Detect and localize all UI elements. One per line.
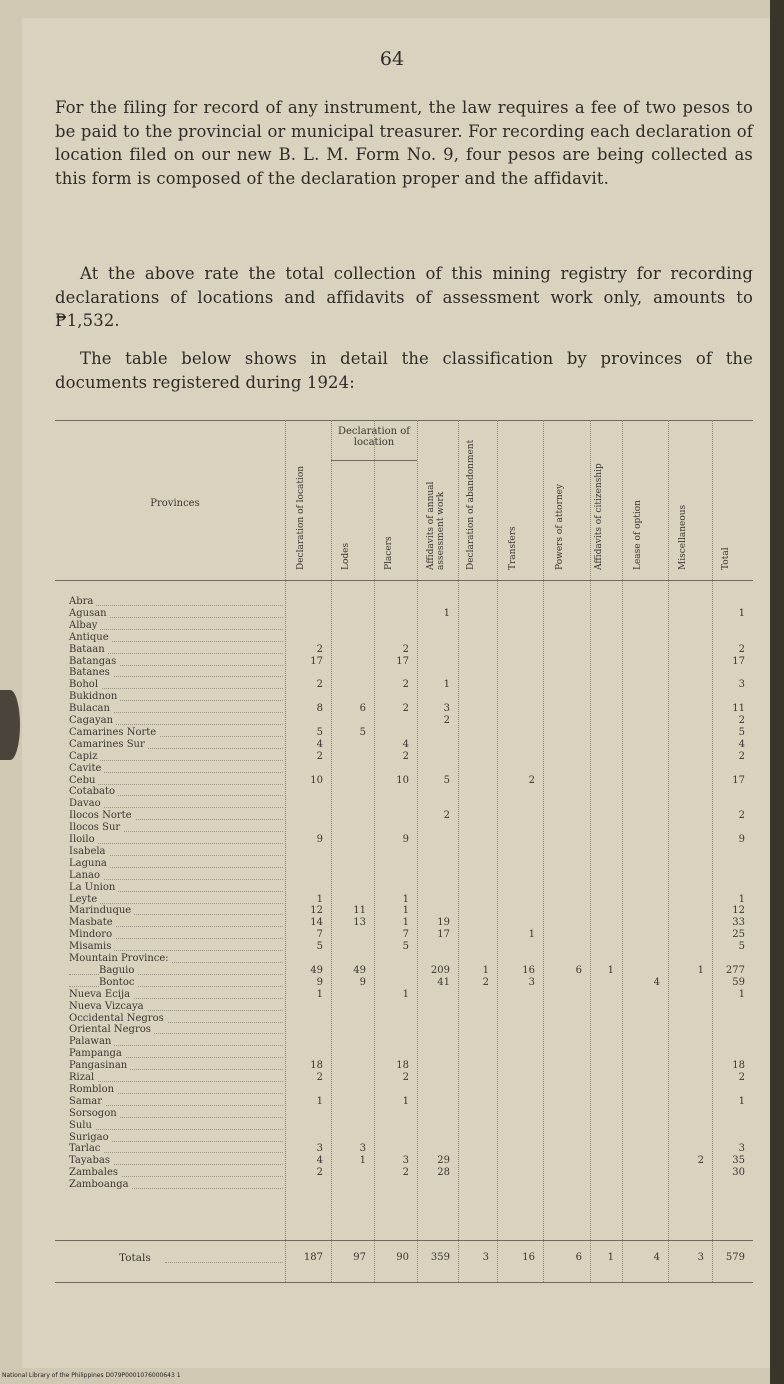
row-leader xyxy=(69,629,283,630)
table-cell: 5 xyxy=(443,774,450,786)
province-name: Bontoc xyxy=(99,977,137,988)
table-cell: 17 xyxy=(732,655,745,667)
row-leader xyxy=(69,843,283,844)
column-header: Miscellaneous xyxy=(678,504,688,570)
table-cell: 2 xyxy=(316,1072,323,1083)
province-name: Palawan xyxy=(69,1036,114,1047)
table-cell: 4 xyxy=(653,976,660,988)
row-leader xyxy=(69,1081,283,1082)
table-cell: 2 xyxy=(402,1072,409,1083)
row-leader xyxy=(69,605,283,606)
table-cell: 2 xyxy=(738,643,745,655)
column-divider xyxy=(622,420,623,1282)
page-number: 64 xyxy=(379,48,405,70)
table-cell: 25 xyxy=(732,929,745,941)
table-cell: 1 xyxy=(443,679,450,691)
table-cell: 9 xyxy=(316,834,323,845)
table-cell: 33 xyxy=(732,917,745,929)
group-header: Declaration of location xyxy=(337,426,411,448)
table-cell: 5 xyxy=(316,941,323,953)
column-header: Lodes xyxy=(340,542,351,570)
province-name: Cagayan xyxy=(69,715,116,726)
province-name: Ilocos Sur xyxy=(69,822,123,833)
table-cell: 18 xyxy=(732,1060,745,1072)
table-cell: 1 xyxy=(316,988,323,1000)
table-cell: 3 xyxy=(402,1155,409,1167)
province-name: Nueva Ecija xyxy=(69,989,133,1000)
province-name: Tayabas xyxy=(69,1155,113,1166)
province-name: Capiz xyxy=(69,751,100,762)
table-cell: 4 xyxy=(316,1155,323,1167)
table-cell: 2 xyxy=(402,679,409,691)
province-name: Masbate xyxy=(69,917,116,928)
table-cell: 3 xyxy=(738,1143,745,1155)
table-cell: 2 xyxy=(443,810,450,822)
province-name: Sorsogon xyxy=(69,1108,120,1119)
table-cell: 2 xyxy=(316,643,323,655)
province-name: Bohol xyxy=(69,679,101,690)
province-name: Albay xyxy=(69,620,100,631)
province-name: Camarines Norte xyxy=(69,727,159,738)
table-cell: 4 xyxy=(316,738,323,750)
province-name: Marinduque xyxy=(69,905,134,916)
column-divider xyxy=(497,420,498,1282)
table-cell: 17 xyxy=(396,655,409,667)
totals-cell: 359 xyxy=(430,1252,450,1263)
province-name: La Union xyxy=(69,882,118,893)
table-cell: 1 xyxy=(738,1095,745,1107)
table-cell: 3 xyxy=(738,679,745,691)
table-cell: 209 xyxy=(430,964,450,976)
table-cell: 1 xyxy=(359,1155,366,1167)
column-header: Affidavits of annual assessment work xyxy=(425,481,446,570)
table-cell: 1 xyxy=(738,988,745,1000)
province-name: Cavite xyxy=(69,763,104,774)
column-header: Placers xyxy=(383,536,394,570)
province-name: Rizal xyxy=(69,1072,97,1083)
table-cell: 11 xyxy=(353,905,366,917)
table-cell: 2 xyxy=(316,679,323,691)
table-cell: 19 xyxy=(437,917,450,929)
column-divider xyxy=(668,420,669,1282)
province-name: Abra xyxy=(69,596,96,607)
paragraph-3: The table below shows in detail the classification by provinces of the documents registered during 1924: xyxy=(55,349,753,392)
table-cell: 49 xyxy=(353,964,366,976)
table-cell: 1 xyxy=(402,1095,409,1107)
table-cell: 2 xyxy=(402,703,409,715)
totals-cell: 6 xyxy=(575,1252,582,1263)
row-leader xyxy=(69,1129,283,1130)
table-cell: 8 xyxy=(316,703,323,715)
row-leader xyxy=(69,903,283,904)
province-name: Baguio xyxy=(99,965,137,976)
province-name: Mindoro xyxy=(69,929,115,940)
table-cell: 35 xyxy=(732,1155,745,1167)
table-cell: 6 xyxy=(575,964,582,976)
column-header: Lease of option xyxy=(633,500,643,570)
table-cell: 1 xyxy=(316,893,323,905)
header-rule xyxy=(55,580,753,581)
table-cell: 29 xyxy=(437,1155,450,1167)
column-divider xyxy=(417,420,418,1282)
province-name: Nueva Vizcaya xyxy=(69,1001,147,1012)
table-cell: 2 xyxy=(443,715,450,726)
column-header: Total xyxy=(720,547,731,570)
table-cell: 12 xyxy=(732,905,745,917)
table-cell: 41 xyxy=(437,976,450,988)
table-cell: 1 xyxy=(402,893,409,905)
table-cell: 17 xyxy=(310,655,323,667)
table-cell: 28 xyxy=(437,1167,450,1179)
registry-table xyxy=(55,420,753,1295)
province-name: Ilocos Norte xyxy=(69,810,135,821)
row-leader xyxy=(69,760,283,761)
province-name: Surigao xyxy=(69,1132,112,1143)
totals-leader xyxy=(165,1262,283,1263)
table-cell: 2 xyxy=(402,750,409,762)
table-cell: 9 xyxy=(359,976,366,988)
table-cell: 1 xyxy=(697,964,704,976)
table-cell: 13 xyxy=(353,917,366,929)
totals-cell: 90 xyxy=(396,1252,409,1263)
column-divider xyxy=(374,420,375,1282)
table-cell: 1 xyxy=(443,607,450,619)
table-cell: 11 xyxy=(732,703,745,715)
table-cell: 2 xyxy=(738,1072,745,1083)
column-divider xyxy=(543,420,544,1282)
table-cell: 14 xyxy=(310,917,323,929)
province-name: Zambales xyxy=(69,1167,121,1178)
table-cell: 10 xyxy=(310,774,323,786)
table-cell: 2 xyxy=(402,643,409,655)
column-header: Affidavits of citizenship xyxy=(594,463,604,570)
totals-cell: 1 xyxy=(607,1252,614,1263)
province-name: Leyte xyxy=(69,894,100,905)
table-cell: 59 xyxy=(732,976,745,988)
table-cell: 17 xyxy=(437,929,450,941)
table-cell: 4 xyxy=(402,738,409,750)
table-cell: 1 xyxy=(482,964,489,976)
column-header: Declaration of abandonment xyxy=(465,439,476,570)
table-cell: 3 xyxy=(443,703,450,715)
table-cell: 1 xyxy=(402,905,409,917)
table-cell: 1 xyxy=(738,893,745,905)
table-cell: 5 xyxy=(738,941,745,953)
table-cell: 2 xyxy=(528,774,535,786)
table-cell: 1 xyxy=(607,964,614,976)
table-cell: 30 xyxy=(732,1167,745,1179)
binding-gutter xyxy=(770,0,784,1384)
province-name: Isabela xyxy=(69,846,109,857)
province-name: Samar xyxy=(69,1096,105,1107)
table-cell: 2 xyxy=(697,1155,704,1167)
province-name: Batangas xyxy=(69,656,119,667)
table-cell: 1 xyxy=(738,607,745,619)
column-header: Transfers xyxy=(508,526,518,570)
totals-cell: 3 xyxy=(482,1252,489,1263)
table-cell: 12 xyxy=(310,905,323,917)
table-cell: 1 xyxy=(316,1095,323,1107)
table-cell: 2 xyxy=(402,1167,409,1179)
province-name: Cebu xyxy=(69,775,98,786)
province-name: Pampanga xyxy=(69,1048,125,1059)
table-cell: 5 xyxy=(359,726,366,738)
table-cell: 49 xyxy=(310,964,323,976)
table-cell: 5 xyxy=(316,726,323,738)
table-cell: 1 xyxy=(402,917,409,929)
column-header: Powers of attorney xyxy=(554,483,565,570)
province-name: Bukidnon xyxy=(69,691,120,702)
stub-header: Provinces xyxy=(150,498,200,509)
table-cell: 7 xyxy=(316,929,323,941)
table-cell: 9 xyxy=(316,976,323,988)
table-cell: 4 xyxy=(738,738,745,750)
row-leader xyxy=(69,784,283,785)
province-name: Cotabato xyxy=(69,786,118,797)
table-cell: 10 xyxy=(396,774,409,786)
table-cell: 5 xyxy=(402,941,409,953)
table-cell: 1 xyxy=(528,929,535,941)
table-cell: 3 xyxy=(528,976,535,988)
bottom-rule xyxy=(55,1282,753,1283)
province-name: Batanes xyxy=(69,667,113,678)
table-cell: 2 xyxy=(738,810,745,822)
province-name: Iloilo xyxy=(69,834,98,845)
province-name: Occidental Negros xyxy=(69,1013,167,1024)
table-cell: 2 xyxy=(738,750,745,762)
paragraph-1: For the filing for record of any instrument, the law requires a fee of two pesos to be paid to the provincial or municipal treasurer. For recording each declaration of location filed on our new B. L. M. Form No. 9, four pesos are being collected as this form is composed of the declaration proper and the affidavit. xyxy=(55,98,753,188)
province-name: Oriental Negros xyxy=(69,1024,154,1035)
table-cell: 6 xyxy=(359,703,366,715)
table-cell: 277 xyxy=(725,964,745,976)
table-cell: 1 xyxy=(402,988,409,1000)
table-cell: 18 xyxy=(396,1060,409,1072)
column-header: Declaration of location xyxy=(296,465,306,570)
totals-cell: 16 xyxy=(522,1252,535,1263)
province-name: Zamboanga xyxy=(69,1179,132,1190)
province-name: Laguna xyxy=(69,858,110,869)
province-name: Antique xyxy=(69,632,112,643)
province-name: Misamis xyxy=(69,941,114,952)
totals-label: Totals xyxy=(119,1252,151,1264)
scan-smudge xyxy=(0,690,20,760)
table-cell: 2 xyxy=(738,715,745,726)
table-cell: 7 xyxy=(402,929,409,941)
table-cell: 9 xyxy=(402,834,409,845)
totals-rule xyxy=(55,1240,753,1241)
table-cell: 16 xyxy=(522,964,535,976)
province-name: Davao xyxy=(69,798,104,809)
column-divider xyxy=(458,420,459,1282)
province-name: Tarlac xyxy=(69,1143,103,1154)
totals-cell: 187 xyxy=(303,1252,323,1263)
table-cell: 2 xyxy=(316,750,323,762)
table-cell: 9 xyxy=(738,834,745,845)
totals-cell: 4 xyxy=(653,1252,660,1263)
province-name: Romblon xyxy=(69,1084,117,1095)
province-name: Camarines Sur xyxy=(69,739,148,750)
province-name: Bulacan xyxy=(69,703,113,714)
table-cell: 3 xyxy=(359,1143,366,1155)
table-cell: 17 xyxy=(732,774,745,786)
province-name: Lanao xyxy=(69,870,103,881)
totals-cell: 3 xyxy=(697,1252,704,1263)
scan-footer: National Library of the Philippines D079P0001076000643 1 xyxy=(2,1372,181,1379)
table-cell: 3 xyxy=(316,1143,323,1155)
province-name: Bataan xyxy=(69,644,108,655)
table-cell: 2 xyxy=(316,1167,323,1179)
province-name: Sulu xyxy=(69,1120,95,1131)
paragraph-2: At the above rate the total collection of this mining registry for recording declarations of locations and affidavits of assessment work only, amounts to ₱1,532. xyxy=(55,264,753,330)
province-name: Agusan xyxy=(69,608,110,619)
totals-cell: 97 xyxy=(353,1252,366,1263)
row-leader xyxy=(69,688,283,689)
province-name: Mountain Province: xyxy=(69,953,172,964)
totals-cell: 579 xyxy=(725,1252,745,1263)
table-cell: 2 xyxy=(482,976,489,988)
table-cell: 18 xyxy=(310,1060,323,1072)
top-rule xyxy=(55,420,753,421)
column-divider xyxy=(590,420,591,1282)
table-cell: 5 xyxy=(738,726,745,738)
province-name: Pangasinan xyxy=(69,1060,130,1071)
